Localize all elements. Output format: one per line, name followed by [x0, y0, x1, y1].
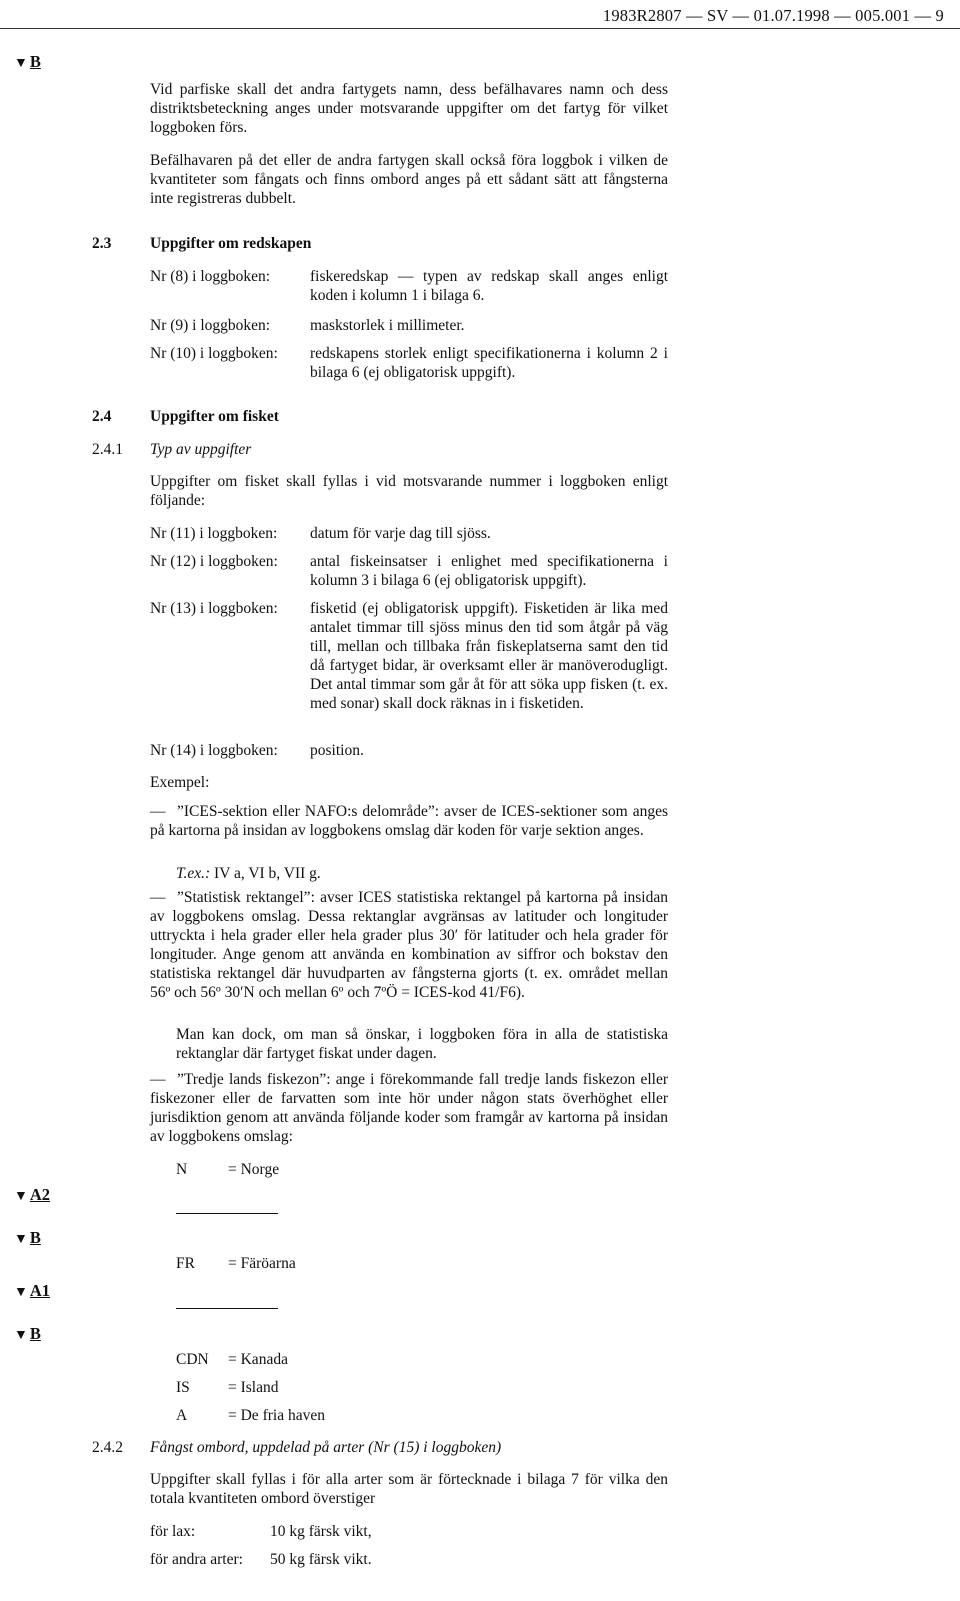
dash-bullet: — [150, 803, 166, 820]
separator-line [176, 1308, 278, 1309]
example-note: Man kan dock, om man så önskar, i loggboken föra in alla de statistiska rektanglar där fartyget fiskat under dagen. [176, 1026, 668, 1062]
amendment-marker-b[interactable]: ▼ B [14, 52, 41, 71]
logbook-field-description: antal fiskeinsatser i enlighet med specifikationerna i kolumn 3 i bilaga 6 (ej obligatorisk uppgift). [310, 553, 668, 589]
triangle-down-icon: ▼ [14, 1285, 28, 1300]
section-title: Uppgifter om fisket [150, 408, 279, 425]
triangle-down-icon: ▼ [14, 1232, 28, 1247]
threshold-value: 10 kg färsk vikt, [270, 1523, 372, 1540]
intro-paragraph: Vid parfiske skall det andra fartygets namn, dess befälhavares namn och dess distriktsbeteckning anges under motsvarande uppgifter om det fartyg för vilket loggboken förs. [150, 81, 668, 136]
example-note: T.ex.: IV a, VI b, VII g. [176, 865, 321, 882]
amendment-marker-b[interactable]: ▼ B [14, 1324, 41, 1343]
amendment-marker-b[interactable]: ▼ B [14, 1228, 41, 1247]
amendment-marker-a2[interactable]: ▼ A2 [14, 1185, 51, 1204]
document-header: 1983R2807 — SV — 01.07.1998 — 005.001 — 9 [602, 6, 944, 25]
zone-name: = Norge [228, 1161, 280, 1178]
triangle-down-icon: ▼ [14, 1189, 28, 1204]
zone-code: N [176, 1161, 188, 1178]
header-rule [0, 28, 960, 29]
section-intro: Uppgifter skall fyllas i för alla arter som är förtecknade i bilaga 7 för vilka den totala kvantiteten ombord överstiger [150, 1471, 668, 1507]
section-number: 2.4.2 [92, 1439, 123, 1456]
dash-bullet: — [150, 1071, 166, 1088]
intro-paragraph: Befälhavaren på det eller de andra fartygen skall också föra loggbok i vilken de kvantiteter som fångats och finns ombord anges på ett sådant sätt att fångsterna inte registreras dubbelt. [150, 152, 668, 207]
zone-code: IS [176, 1379, 190, 1396]
logbook-field-description: position. [310, 742, 364, 759]
section-number: 2.4 [92, 408, 112, 425]
zone-code: FR [176, 1255, 195, 1272]
logbook-field-label: Nr (13) i loggboken: [150, 600, 278, 617]
separator-line [176, 1213, 278, 1214]
triangle-down-icon: ▼ [14, 1328, 28, 1343]
example-item: ”ICES-sektion eller NAFO:s delområde”: avser de ICES-sektioner som anges på kartorna på insidan av loggbokens omslag där koden för varje sektion anges. [150, 803, 668, 839]
zone-code: A [176, 1407, 188, 1424]
logbook-field-label: Nr (12) i loggboken: [150, 553, 278, 570]
logbook-field-label: Nr (11) i loggboken: [150, 525, 278, 542]
zone-name: = Island [228, 1379, 279, 1396]
threshold-label: för lax: [150, 1523, 196, 1540]
section-number: 2.3 [92, 235, 112, 252]
logbook-field-label: Nr (10) i loggboken: [150, 345, 278, 362]
example-item: ”Statistisk rektangel”: avser ICES statistiska rektangel på kartorna på insidan av loggbokens omslag. Dessa rektanglar avgränsas av latituder och longituder uttryckta i hela grader eller hela grader plus 30′ för latituder och hela grader för longituder. Ange genom att använda en kombination av siffror och bokstav den statistiska rektangel där huvudparten av fångsterna gjorts (t. ex. området mellan 56º och 56º 30′N och mellan 6º och 7ºÖ = ICES-kod 41/F6). [150, 889, 668, 1001]
section-intro: Uppgifter om fisket skall fyllas i vid motsvarande nummer i loggboken enligt följande: [150, 473, 668, 509]
zone-name: = Färöarna [228, 1255, 296, 1272]
example-label: Exempel: [150, 774, 210, 791]
section-title: Typ av uppgifter [150, 441, 252, 458]
zone-name: = De fria haven [228, 1407, 325, 1424]
example-item: ”Tredje lands fiskezon”: ange i förekommande fall tredje lands fiskezon eller fiskezoner eller de farvatten som inte hör under någon stats överhöghet eller jurisdiktion genom att använda följande koder som framgår av kartorna på insidan av loggbokens omslag: [150, 1071, 668, 1145]
logbook-field-description: datum för varje dag till sjöss. [310, 525, 491, 542]
amendment-marker-a1[interactable]: ▼ A1 [14, 1281, 51, 1300]
logbook-field-description: maskstorlek i millimeter. [310, 317, 465, 334]
logbook-field-label: Nr (9) i loggboken: [150, 317, 271, 334]
logbook-field-description: fisketid (ej obligatorisk uppgift). Fisketiden är lika med antalet timmar till sjöss minus den tid som åtgår på väg till, mellan och tillbaka från fiskeplatserna samt den tid då fartyget bidar, är overksamt eller är manöverodugligt. Det antal timmar som går åt för att söka upp fisken (t. ex. med sonar) skall dock räknas in i fisketiden. [310, 600, 668, 712]
section-title: Uppgifter om redskapen [150, 235, 312, 252]
zone-name: = Kanada [228, 1351, 288, 1368]
section-title: Fångst ombord, uppdelad på arter (Nr (15) i loggboken) [150, 1439, 502, 1456]
zone-code: CDN [176, 1351, 209, 1368]
threshold-label: för andra arter: [150, 1551, 243, 1568]
section-number: 2.4.1 [92, 441, 123, 458]
triangle-down-icon: ▼ [14, 56, 28, 71]
logbook-field-description: redskapens storlek enligt specifikationerna i kolumn 2 i bilaga 6 (ej obligatorisk uppgift). [310, 345, 668, 381]
threshold-value: 50 kg färsk vikt. [270, 1551, 372, 1568]
logbook-field-label: Nr (14) i loggboken: [150, 742, 278, 759]
logbook-field-label: Nr (8) i loggboken: [150, 268, 271, 285]
logbook-field-description: fiskeredskap — typen av redskap skall anges enligt koden i kolumn 1 i bilaga 6. [310, 268, 668, 304]
dash-bullet: — [150, 889, 166, 906]
